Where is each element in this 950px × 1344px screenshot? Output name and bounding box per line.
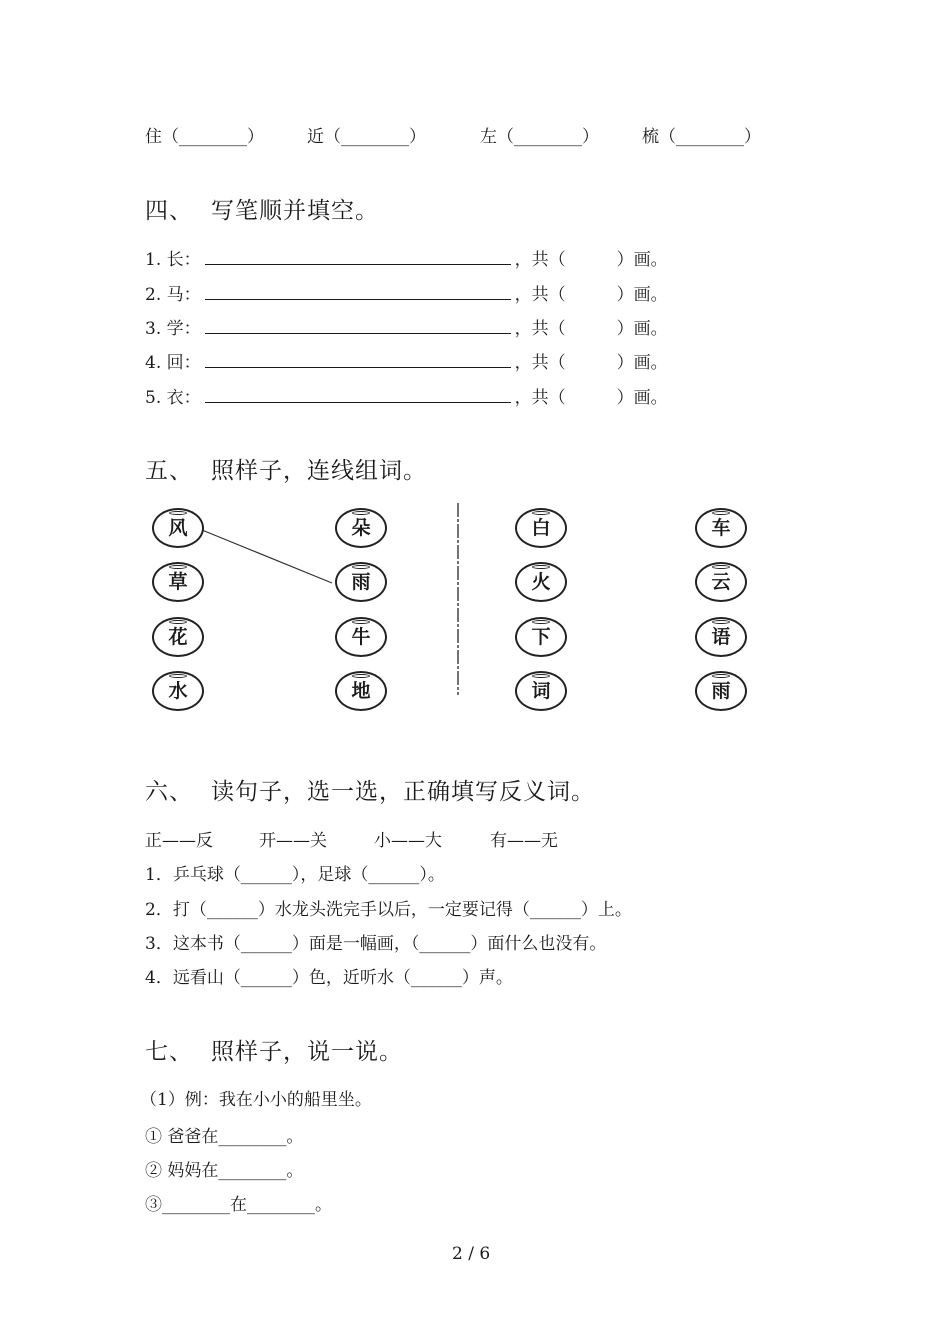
word-circle[interactable]: 火 (515, 562, 567, 602)
antonym-pair: 有——无 (490, 831, 558, 851)
stroke-label: 1. 长： (145, 250, 201, 270)
char-1: 住 (145, 127, 162, 147)
stroke-label: 5. 衣： (145, 388, 201, 408)
stroke-label: 2. 马： (145, 285, 201, 305)
section-number: 七、 (145, 1039, 193, 1065)
page-number: 2 / 6 (452, 1244, 491, 1264)
char-2: 近 (307, 127, 324, 147)
top-row-3 (480, 122, 599, 147)
stroke-count: ，共（ ）画。 (514, 250, 668, 270)
answer-line[interactable] (205, 284, 511, 300)
blank-4[interactable]: （________） (659, 127, 761, 147)
practice-item-2[interactable]: ② 妈妈在________。 (145, 1161, 304, 1181)
stroke-item-1 (145, 245, 668, 270)
stroke-label: 3. 学： (145, 319, 201, 339)
sentence-1[interactable]: 1．乒乓球（______），足球（______）。 (145, 865, 445, 885)
section-number: 五、 (145, 458, 193, 484)
word-circle[interactable]: 水 (152, 671, 204, 711)
section-title: 照样子，连线组词。 (211, 458, 427, 484)
word-circle[interactable]: 花 (152, 617, 204, 657)
stroke-item-5 (145, 383, 668, 408)
section-6-heading (145, 773, 595, 806)
stroke-count: ，共（ ）画。 (514, 285, 668, 305)
word-circle[interactable]: 风 (152, 508, 204, 548)
top-row-2 (307, 122, 426, 147)
stroke-item-3 (145, 314, 668, 339)
word-circle[interactable]: 牛 (335, 617, 387, 657)
word-circle[interactable]: 车 (695, 508, 747, 548)
antonym-pair: 小——大 (374, 831, 442, 851)
antonym-pair: 开——关 (259, 831, 327, 851)
word-circle[interactable]: 地 (335, 671, 387, 711)
example-sentence: （1）例：我在小小的船里坐。 (140, 1090, 372, 1110)
blank-3[interactable]: （________） (497, 127, 599, 147)
word-circle[interactable]: 云 (695, 562, 747, 602)
section-number: 六、 (145, 779, 193, 805)
stroke-label: 4. 回： (145, 353, 201, 373)
answer-line[interactable] (205, 249, 511, 265)
char-4: 梳 (642, 127, 659, 147)
word-circle[interactable]: 草 (152, 562, 204, 602)
sentence-4[interactable]: 4．远看山（______）色，近听水（______）声。 (145, 968, 513, 988)
answer-line[interactable] (205, 352, 511, 368)
top-row-4 (642, 122, 761, 147)
word-circle[interactable]: 白 (515, 508, 567, 548)
stroke-count: ，共（ ）画。 (514, 353, 668, 373)
stroke-count: ，共（ ）画。 (514, 388, 668, 408)
stroke-item-2 (145, 280, 668, 305)
answer-line[interactable] (205, 318, 511, 334)
section-7-heading (145, 1033, 403, 1066)
word-circle[interactable]: 雨 (695, 671, 747, 711)
word-circle[interactable]: 语 (695, 617, 747, 657)
sentence-2[interactable]: 2．打（______）水龙头洗完手以后，一定要记得（______）上。 (145, 900, 632, 920)
blank-2[interactable]: （________） (324, 127, 426, 147)
section-4-heading (145, 192, 379, 225)
stroke-item-4 (145, 348, 668, 373)
section-5-heading (145, 452, 427, 485)
practice-item-3[interactable]: ③________在________。 (145, 1195, 332, 1215)
section-number: 四、 (145, 198, 193, 224)
char-3: 左 (480, 127, 497, 147)
top-row (145, 122, 264, 147)
word-circle[interactable]: 雨 (335, 562, 387, 602)
word-circle[interactable]: 朵 (335, 508, 387, 548)
word-circle[interactable]: 词 (515, 671, 567, 711)
section-title: 读句子，选一选，正确填写反义词。 (211, 779, 595, 805)
match-lines (140, 495, 780, 725)
practice-item-1[interactable]: ① 爸爸在________。 (145, 1127, 304, 1147)
stroke-count: ，共（ ）画。 (514, 319, 668, 339)
sentence-3[interactable]: 3．这本书（______）面是一幅画，（______）面什么也没有。 (145, 934, 607, 954)
word-circle[interactable]: 下 (515, 617, 567, 657)
section-title: 照样子，说一说。 (211, 1039, 403, 1065)
answer-line[interactable] (205, 387, 511, 403)
example-line (202, 530, 332, 583)
blank-1[interactable]: （________） (162, 127, 264, 147)
section-title: 写笔顺并填空。 (211, 198, 379, 224)
antonym-pair: 正——反 (145, 831, 213, 851)
